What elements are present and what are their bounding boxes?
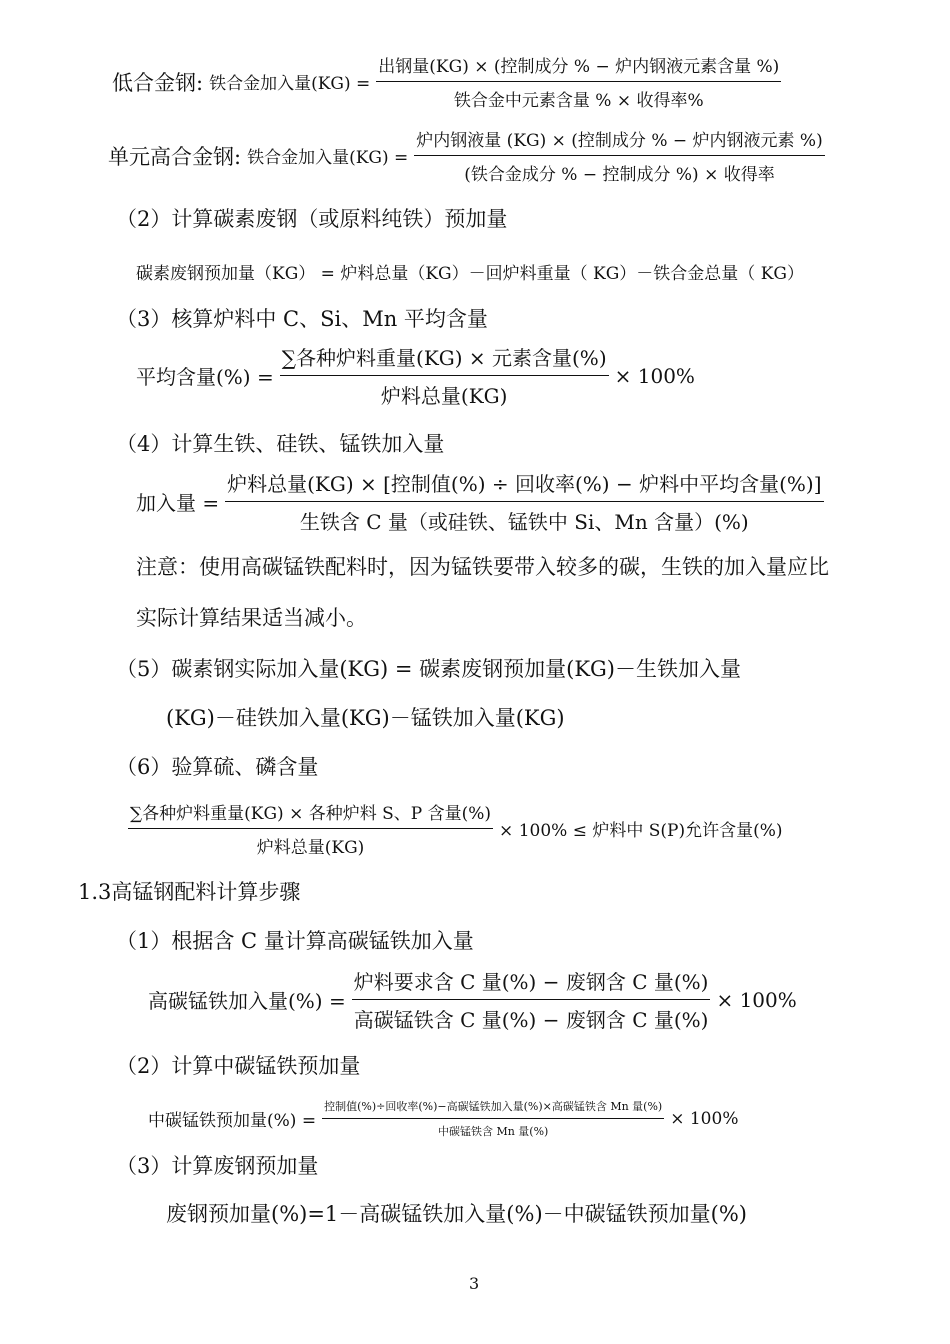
fraction-numerator: 控制值(%)÷回收率(%)−高碳锰铁加入量(%)×高碳锰铁含 Mn 量(%) [322,1098,664,1119]
formula-low-alloy [112,52,781,111]
step-heading: （4）计算生铁、硅铁、锰铁加入量 [116,432,445,456]
formula-high-carbon-ferromanganese [148,966,797,1033]
fraction-denominator: 中碳锰铁含 Mn 量(%) [437,1125,549,1138]
fraction [376,52,781,111]
formula-lhs: 铁合金加入量(KG) = [247,148,409,168]
step-heading: （3）核算炉料中 C、Si、Mn 平均含量 [116,307,488,331]
fraction-numerator: 出钢量(KG) × (控制成分 % − 炉内钢液元素含量 %) [376,52,781,82]
fraction-denominator: 生铁含 C 量（或硅铁、锰铁中 Si、Mn 含量）(%) [299,510,749,534]
formula-scrap-steel: 碳素废钢预加量（KG） = 炉料总量（KG）－回炉料重量（ KG）－铁合金总量（ KG） [136,264,804,284]
fraction-numerator: 炉内钢液量 (KG) × (控制成分 % − 炉内钢液元素 %) [414,126,824,156]
fraction [322,1098,664,1139]
formula-addition-amount [136,468,824,535]
formula-label: 低合金钢: [112,70,204,95]
step-formula-line: (KG)－硅铁加入量(KG)－锰铁加入量(KG) [166,706,565,730]
step-heading: （6）验算硫、磷含量 [116,755,319,779]
step-heading: （2）计算碳素废钢（或原料纯铁）预加量 [116,207,508,231]
formula-high-alloy [108,126,825,185]
formula-label: 单元高合金钢: [108,144,242,169]
formula-rhs: × 100% ≤ 炉料中 S(P)允许含量(%) [499,821,783,841]
formula-rhs: × 100% [670,1108,739,1129]
fraction-numerator: ∑各种炉料重量(KG) × 各种炉料 S、P 含量(%) [128,799,493,829]
formula-lhs: 平均含量(%) = [136,365,274,389]
section-heading: 1.3高锰钢配料计算步骤 [78,880,301,904]
note-line: 实际计算结果适当减小。 [136,606,367,630]
formula-lhs: 中碳锰铁预加量(%) = [148,1111,317,1131]
fraction [225,468,823,535]
page-number: 3 [469,1274,480,1293]
formula-lhs: 高碳锰铁加入量(%) = [148,989,346,1013]
fraction [414,126,824,185]
note-line: 注意：使用高碳锰铁配料时，因为锰铁要带入较多的碳，生铁的加入量应比 [136,555,829,579]
formula-rhs: × 100% [614,363,695,388]
step-heading: （3）计算废钢预加量 [116,1154,319,1178]
formula-lhs: 加入量 = [136,491,220,515]
fraction-denominator: 炉料总量(KG) [380,384,508,408]
fraction-numerator: 炉料要求含 C 量(%) − 废钢含 C 量(%) [352,966,711,1000]
fraction-denominator: (铁合金成分 % − 控制成分 %) × 收得率 [464,165,775,185]
step-formula-line: （5）碳素钢实际加入量(KG) = 碳素废钢预加量(KG)－生铁加入量 [116,657,742,681]
formula-rhs: × 100% [716,987,797,1012]
fraction-denominator: 高碳锰铁含 C 量(%) − 废钢含 C 量(%) [353,1008,709,1032]
formula-lhs: 铁合金加入量(KG) = [209,74,371,94]
fraction-numerator: 炉料总量(KG) × [控制值(%) ÷ 回收率(%) − 炉料中平均含量(%)] [225,468,823,502]
formula-scrap-preaddition: 废钢预加量(%)=1－高碳锰铁加入量(%)－中碳锰铁预加量(%) [166,1202,747,1226]
fraction-numerator: ∑各种炉料重量(KG) × 元素含量(%) [280,342,609,376]
fraction [128,799,493,858]
fraction-denominator: 炉料总量(KG) [256,838,365,858]
step-heading: （2）计算中碳锰铁预加量 [116,1054,361,1078]
fraction [352,966,711,1033]
formula-sulfur-phosphorus [128,799,783,858]
formula-average-content [136,342,695,409]
formula-medium-carbon-ferromanganese [148,1098,738,1139]
fraction [280,342,609,409]
fraction-denominator: 铁合金中元素含量 % × 收得率% [453,91,704,111]
step-heading: （1）根据含 C 量计算高碳锰铁加入量 [116,929,474,953]
